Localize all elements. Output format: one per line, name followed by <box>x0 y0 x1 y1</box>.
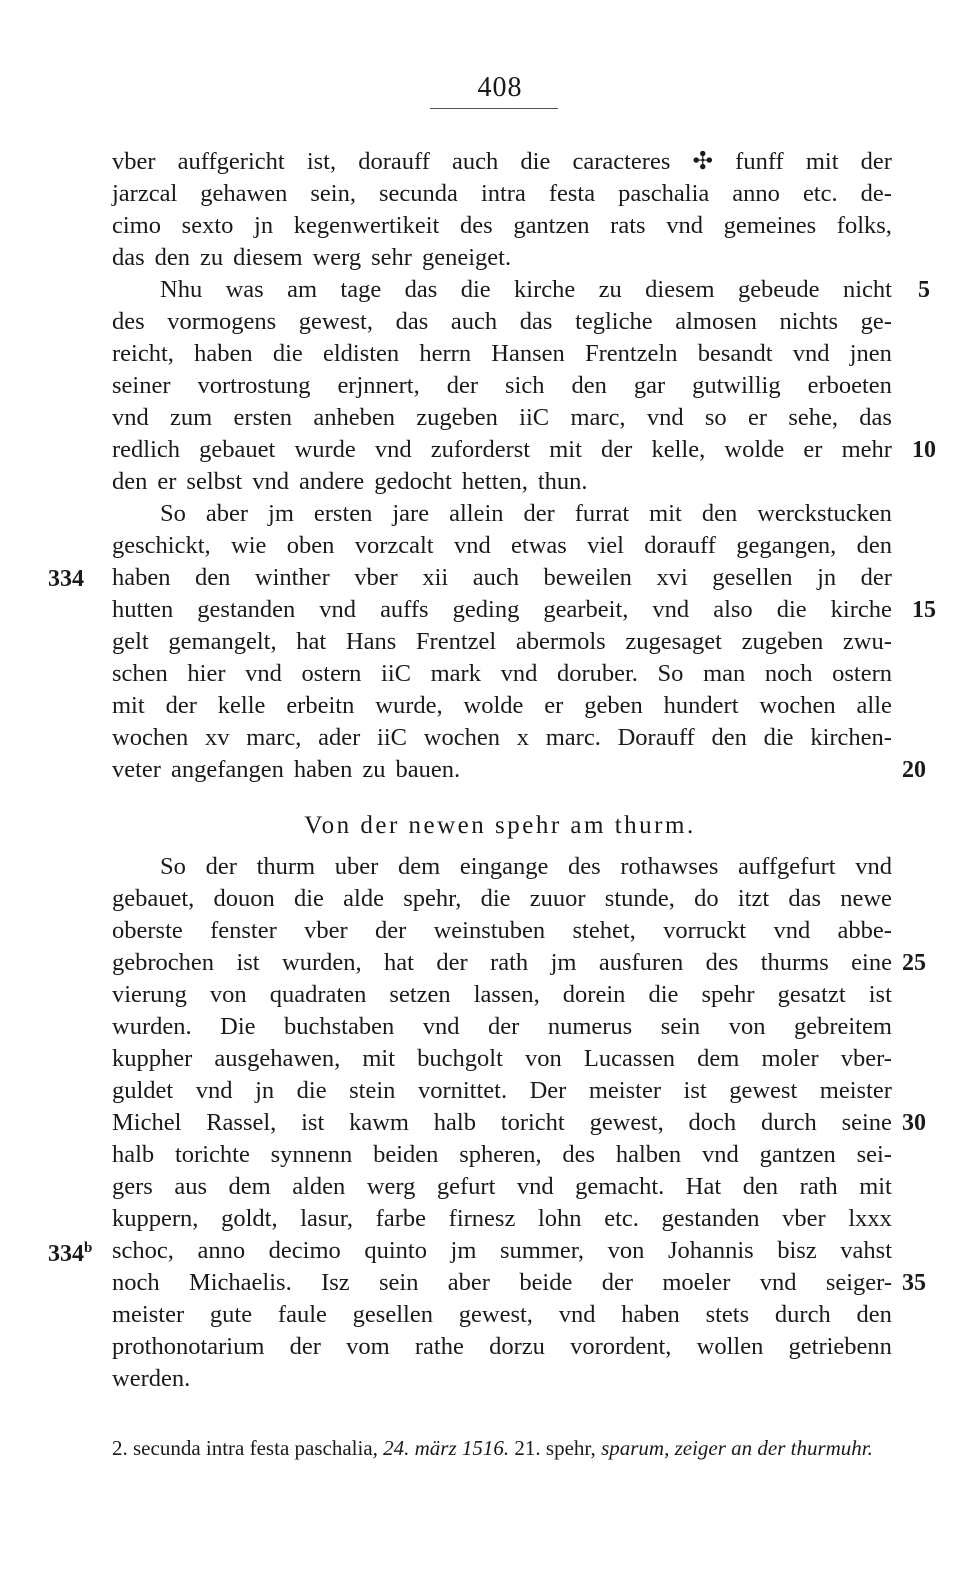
text-line: veter angefangen haben zu bauen. <box>112 756 461 783</box>
text-line: haben den winther vber xii auch beweilen xvi gesellen jn der <box>112 564 892 591</box>
line-number: 5 <box>918 277 930 303</box>
text-line: halb torichte synnenn beiden spheren, des halben vnd gantzen sei- <box>112 1141 892 1168</box>
text-line: vber auffgericht ist, dorauff auch die caracteres ✣ funff mit der <box>112 148 892 175</box>
margin-reference: 334$^b$ <box>48 1240 93 1267</box>
text-line: Michel Rassel, ist kawm halb toricht gewest, doch durch seine <box>112 1109 892 1136</box>
page-number-rule <box>430 108 558 109</box>
text-line: Nhu was am tage das die kirche zu diesem gebeude nicht <box>160 276 892 303</box>
text-line: gebrochen ist wurden, hat der rath jm ausfuren des thurms eine <box>112 949 892 976</box>
text-line: guldet vnd jn die stein vornittet. Der meister ist gewest meister <box>112 1077 892 1104</box>
line-number: 25 <box>902 950 926 976</box>
text-line: noch Michaelis. Isz sein aber beide der moeler vnd seiger- <box>112 1269 892 1296</box>
margin-reference: 334 <box>48 566 84 592</box>
page-number: 408 <box>477 72 523 103</box>
line-number: 20 <box>902 757 926 783</box>
text-line: oberste fenster vber der weinstuben stehet, vorruckt vnd abbe- <box>112 917 892 944</box>
footnote: 2. secunda intra festa paschalia, 24. märz 1516. 21. spehr, sparum, zeiger an der thurmuhr. <box>112 1436 873 1460</box>
text-line: reicht, haben die eldisten herrn Hansen Frentzeln besandt vnd jnen <box>112 340 892 367</box>
text-line: kuppher ausgehawen, mit buchgolt von Lucassen dem moler vber- <box>112 1045 892 1072</box>
line-number: 35 <box>902 1270 926 1296</box>
text-line: seiner vortrostung erjnnert, der sich den gar gutwillig erboeten <box>112 372 892 399</box>
text-line: redlich gebauet wurde vnd zuforderst mit der kelle, wolde er mehr <box>112 436 892 463</box>
text-line: den er selbst vnd andere gedocht hetten, thun. <box>112 468 588 495</box>
text-line: wochen xv marc, ader iiC wochen x marc. Dorauff den die kirchen- <box>112 724 892 751</box>
text-line: geschickt, wie oben vorzcalt vnd etwas viel dorauff gegangen, den <box>112 532 892 559</box>
text-line: vierung von quadraten setzen lassen, dorein die spehr gesatzt ist <box>112 981 892 1008</box>
text-line: des vormogens gewest, das auch das tegliche almosen nichts ge- <box>112 308 892 335</box>
text-line: hutten gestanden vnd auffs geding gearbeit, vnd also die kirche <box>112 596 892 623</box>
text-line: kuppern, goldt, lasur, farbe firnesz lohn etc. gestanden vber lxxx <box>112 1205 892 1232</box>
text-line: vnd zum ersten anheben zugeben iiC marc, vnd so er sehe, das <box>112 404 892 431</box>
text-line: schen hier vnd ostern iiC mark vnd doruber. So man noch ostern <box>112 660 892 687</box>
text-line: wurden. Die buchstaben vnd der numerus sein von gebreitem <box>112 1013 892 1040</box>
text-line: gebauet, douon die alde spehr, die zuuor stunde, do itzt das newe <box>112 885 892 912</box>
line-number: 30 <box>902 1110 926 1136</box>
text-line: gers aus dem alden werg gefurt vnd gemacht. Hat den rath mit <box>112 1173 892 1200</box>
section-heading: Von der newen spehr am thurm. <box>304 812 696 839</box>
text-line: So aber jm ersten jare allein der furrat mit den werckstucken <box>160 500 892 527</box>
text-line: prothonotarium der vom rathe dorzu vorordent, wollen getriebenn <box>112 1333 892 1360</box>
text-line: cimo sexto jn kegenwertikeit des gantzen rats vnd gemeines folks, <box>112 212 892 239</box>
text-line: gelt gemangelt, hat Hans Frentzel abermols zugesaget zugeben zwu- <box>112 628 892 655</box>
text-line: schoc, anno decimo quinto jm summer, von Johannis bisz vahst <box>112 1237 892 1264</box>
line-number: 10 <box>912 437 936 463</box>
line-number: 15 <box>912 597 936 623</box>
text-line: werden. <box>112 1365 191 1392</box>
text-line: So der thurm uber dem eingange des rothawses auffgefurt vnd <box>160 853 892 880</box>
text-line: jarzcal gehawen sein, secunda intra festa paschalia anno etc. de- <box>112 180 892 207</box>
text-line: meister gute faule gesellen gewest, vnd haben stets durch den <box>112 1301 892 1328</box>
text-line: mit der kelle erbeitn wurde, wolde er geben hundert wochen alle <box>112 692 892 719</box>
text-line: das den zu diesem werg sehr geneiget. <box>112 244 512 271</box>
